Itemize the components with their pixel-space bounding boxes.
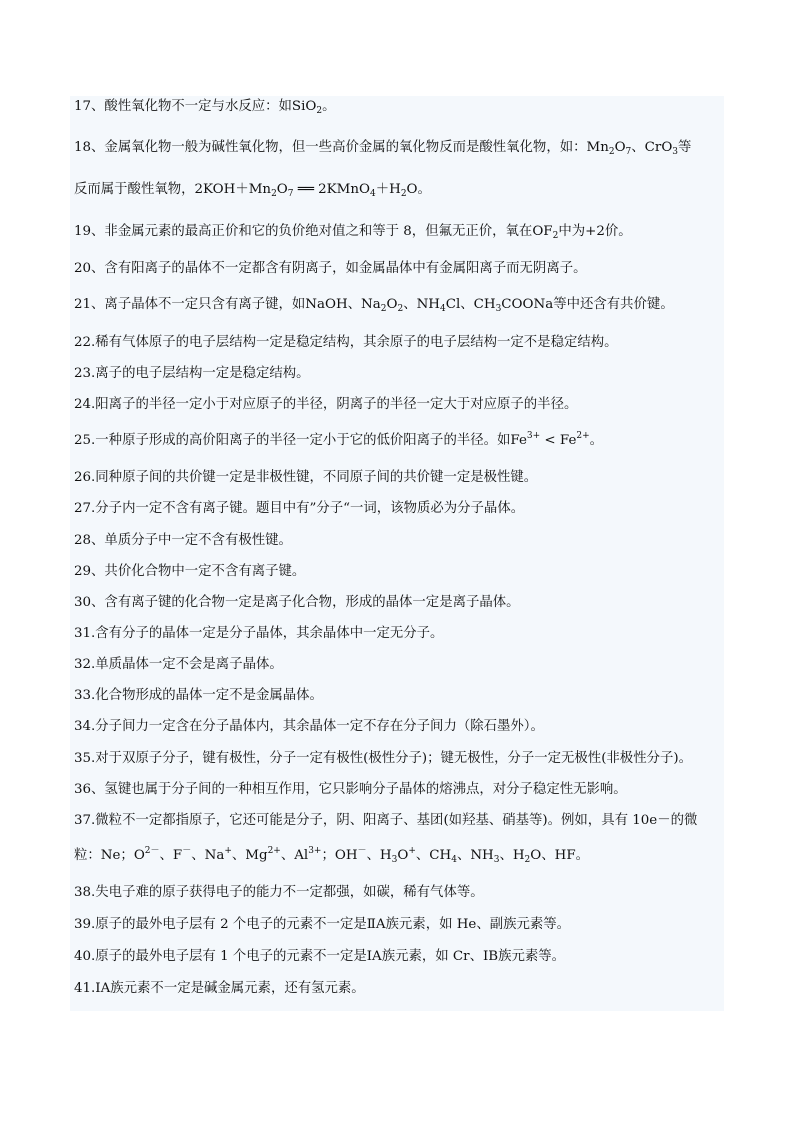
note-18-line2: 反而属于酸性氧物，$2KOH+Mn_2O_7$ ══ $2KMnO_4+H_2O$。: [74, 182, 431, 199]
note-37-line2: 粒：Ne；$O^{2-}$、F－、Na+、$Mg^{2+}$、$Al^{3+}$；OH－、$H_3O^+$、$CH_4$、$NH_3$、$H_2O$、HF。: [74, 846, 590, 865]
note-18-line1: 18、金属氧化物一般为碱性氧化物，但一些高价金属的氧化物反而是酸性氧化物，如：$Mn_2O_7$、CrO$_3$等: [74, 140, 692, 157]
note-36: 36、氢键也属于分子间的一种相互作用，它只影响分子晶体的熔沸点，对分子稳定性无影响。: [74, 782, 627, 797]
note-25: 25.一种原子形成的高价阳离子的半径一定小于它的低价阳离子的半径。如$Fe^{3+} < Fe^{2+}$。: [74, 431, 604, 448]
note-37-line1: 37.微粒不一定都指原子，它还可能是分子，阴、阳离子、基团(如羟基、硝基等)。例如，具有 10e－的微: [74, 813, 698, 828]
note-17: 17、酸性氧化物不一定与水反应：如SiO$_2$。: [74, 99, 336, 116]
note-29: 29、共价化合物中一定不含有离子键。: [74, 564, 306, 579]
note-39: 39.原子的最外电子层有 2 个电子的元素不一定是ⅡA族元素，如 He、副族元素等。: [74, 917, 571, 932]
note-20: 20、含有阳离子的晶体不一定都含有阴离子，如金属晶体中有金属阳离子而无阴离子。: [74, 261, 587, 276]
document-body: [70, 96, 724, 1011]
note-34: 34.分子间力一定含在分子晶体内，其余晶体一定不存在分子间力（除石墨外）。: [74, 719, 544, 734]
note-22: 22.稀有气体原子的电子层结构一定是稳定结构，其余原子的电子层结构一定不是稳定结构。: [74, 335, 618, 350]
note-40: 40.原子的最外电子层有 1 个电子的元素不一定是ⅠA族元素，如 Cr、ⅠB族元素等。: [74, 949, 566, 964]
note-38: 38.失电子难的原子获得电子的能力不一定都强，如碳，稀有气体等。: [74, 885, 484, 900]
note-35: 35.对于双原子分子，键有极性，分子一定有极性(极性分子)；键无极性，分子一定无极性(非极性分子)。: [74, 751, 692, 766]
note-27: 27.分子内一定不含有离子键。题目中有”分子“一词，该物质必为分子晶体。: [74, 501, 525, 516]
note-33: 33.化合物形成的晶体一定不是金属晶体。: [74, 688, 323, 703]
note-24: 24.阳离子的半径一定小于对应原子的半径，阴离子的半径一定大于对应原子的半径。: [74, 397, 578, 412]
note-23: 23.离子的电子层结构一定是稳定结构。: [74, 366, 310, 381]
note-21: 21、离子晶体不一定只含有离子键，如NaOH、$Na_2O_2$、$NH_4Cl$、$CH_3COONa$等中还含有共价键。: [74, 297, 674, 314]
note-41: 41.ⅠA族元素不一定是碱金属元素，还有氢元素。: [74, 981, 365, 996]
note-26: 26.同种原子间的共价键一定是非极性键，不同原子间的共价键一定是极性键。: [74, 470, 538, 485]
note-19: 19、非金属元素的最高正价和它的负价绝对值之和等于 8，但氟无正价，氧在$OF_2$中为+2价。: [74, 224, 632, 241]
note-28: 28、单质分子中一定不含有极性键。: [74, 533, 292, 548]
note-31: 31.含有分子的晶体一定是分子晶体，其余晶体中一定无分子。: [74, 626, 444, 641]
note-30: 30、含有离子键的化合物一定是离子化合物，形成的晶体一定是离子晶体。: [74, 595, 520, 610]
note-32: 32.单质晶体一定不会是离子晶体。: [74, 657, 283, 672]
